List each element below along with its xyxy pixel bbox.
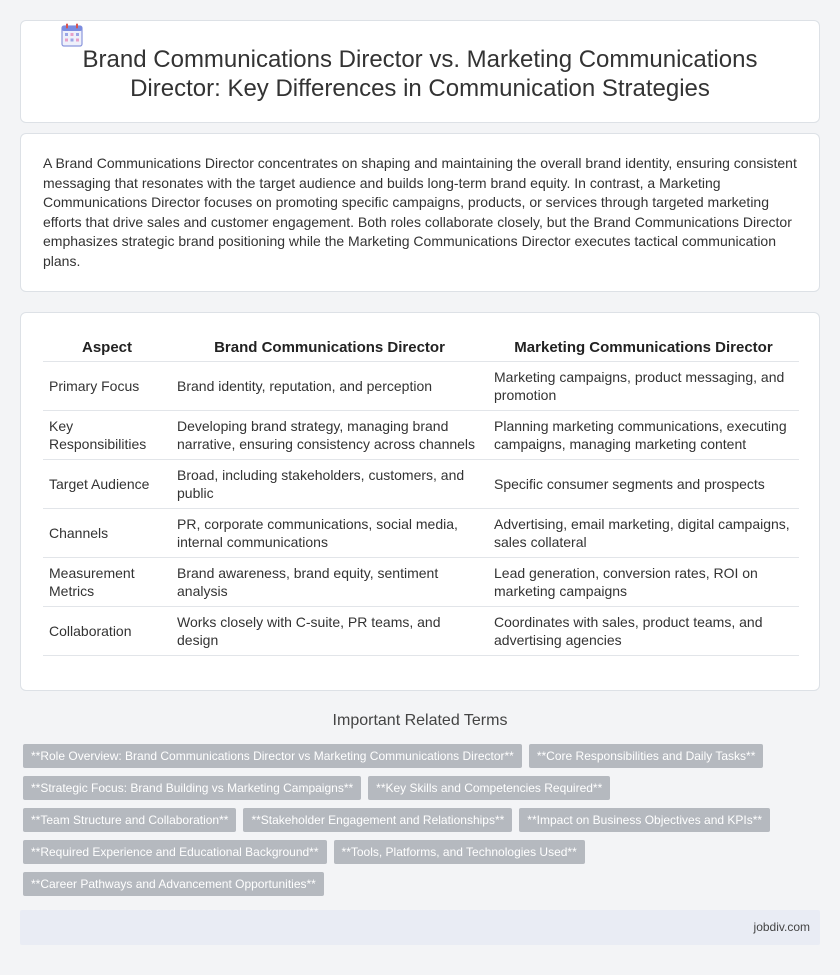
table-cell-aspect: Primary Focus bbox=[43, 361, 171, 410]
table-row bbox=[43, 361, 799, 410]
table-row bbox=[43, 606, 799, 655]
table-cell-marketing: Planning marketing communications, executing campaigns, managing marketing content bbox=[488, 410, 799, 459]
related-term-tag[interactable]: **Strategic Focus: Brand Building vs Marketing Campaigns** bbox=[23, 776, 361, 800]
related-terms-list bbox=[23, 744, 823, 904]
column-header: Aspect bbox=[43, 333, 171, 361]
column-header: Brand Communications Director bbox=[171, 333, 488, 361]
footer bbox=[20, 910, 820, 945]
related-term-tag[interactable]: **Role Overview: Brand Communications Director vs Marketing Communications Director** bbox=[23, 744, 522, 768]
related-term-tag[interactable]: **Tools, Platforms, and Technologies Used** bbox=[334, 840, 585, 864]
comparison-table-card bbox=[20, 312, 820, 691]
related-term-tag[interactable]: **Impact on Business Objectives and KPIs** bbox=[519, 808, 770, 832]
intro-card bbox=[20, 133, 820, 292]
table-cell-brand: Works closely with C-suite, PR teams, and design bbox=[171, 606, 488, 655]
column-header: Marketing Communications Director bbox=[488, 333, 799, 361]
table-cell-aspect: Measurement Metrics bbox=[43, 557, 171, 606]
related-term-tag[interactable]: **Team Structure and Collaboration** bbox=[23, 808, 236, 832]
table-cell-brand: PR, corporate communications, social media, internal communications bbox=[171, 508, 488, 557]
table-cell-marketing: Specific consumer segments and prospects bbox=[488, 459, 799, 508]
related-term-tag[interactable]: **Career Pathways and Advancement Opportunities** bbox=[23, 872, 324, 896]
table-cell-brand: Brand awareness, brand equity, sentiment analysis bbox=[171, 557, 488, 606]
table-cell-brand: Brand identity, reputation, and perception bbox=[171, 361, 488, 410]
table-cell-marketing: Coordinates with sales, product teams, and advertising agencies bbox=[488, 606, 799, 655]
table-row bbox=[43, 410, 799, 459]
table-cell-brand: Developing brand strategy, managing brand narrative, ensuring consistency across channels bbox=[171, 410, 488, 459]
intro-paragraph: A Brand Communications Director concentrates on shaping and maintaining the overall brand identity, ensuring consistent messaging that resonates with the target audience and builds long-term brand equity. In contrast, a Marketing Communications Director focuses on promoting specific campaigns, products, or services through targeted marketing efforts that drive sales and customer engagement. Both roles collaborate closely, but the Brand Communications Director emphasizes strategic brand positioning while the Marketing Communications Director executes tactical communication plans. bbox=[43, 155, 797, 269]
related-term-tag[interactable]: **Key Skills and Competencies Required** bbox=[368, 776, 610, 800]
table-row bbox=[43, 557, 799, 606]
comparison-table bbox=[43, 333, 799, 656]
table-row bbox=[43, 459, 799, 508]
calendar-grid-icon bbox=[61, 23, 83, 47]
table-cell-aspect: Collaboration bbox=[43, 606, 171, 655]
table-row bbox=[43, 508, 799, 557]
footer-site-link[interactable]: jobdiv.com bbox=[753, 920, 810, 934]
title-card bbox=[20, 20, 820, 123]
related-term-tag[interactable]: **Stakeholder Engagement and Relationships** bbox=[243, 808, 512, 832]
table-header-row bbox=[43, 333, 799, 361]
table-cell-marketing: Marketing campaigns, product messaging, and promotion bbox=[488, 361, 799, 410]
table-cell-aspect: Key Responsibilities bbox=[43, 410, 171, 459]
related-term-tag[interactable]: **Core Responsibilities and Daily Tasks** bbox=[529, 744, 764, 768]
table-cell-marketing: Lead generation, conversion rates, ROI on marketing campaigns bbox=[488, 557, 799, 606]
table-cell-aspect: Target Audience bbox=[43, 459, 171, 508]
related-terms-heading: Important Related Terms bbox=[332, 712, 508, 729]
table-cell-aspect: Channels bbox=[43, 508, 171, 557]
page-title: Brand Communications Director vs. Marketing Communications Director: Key Differences in Communication Strategies bbox=[82, 46, 758, 102]
table-cell-marketing: Advertising, email marketing, digital campaigns, sales collateral bbox=[488, 508, 799, 557]
related-term-tag[interactable]: **Required Experience and Educational Background** bbox=[23, 840, 327, 864]
table-cell-brand: Broad, including stakeholders, customers, and public bbox=[171, 459, 488, 508]
